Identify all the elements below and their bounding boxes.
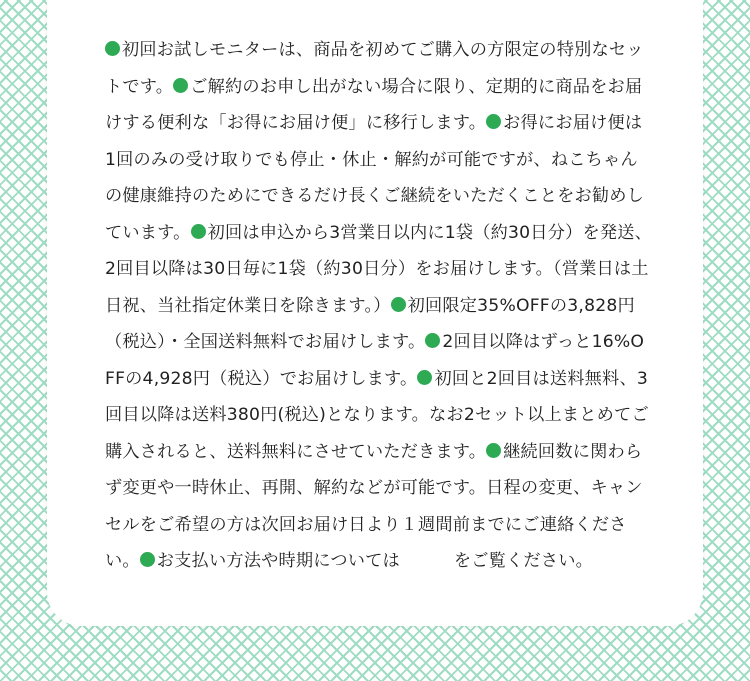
notice-item-recurring-price: 2回目以降はずっと16%OFFの4,928円（税込）でお届けします。 [105, 332, 645, 389]
notice-item-trial-monitor: 初回お試しモニターは、商品を初めてご購入の方限定の特別なセットです。 [105, 40, 644, 97]
notice-item-payment-after: をご覧ください。 [453, 551, 593, 571]
notice-item-payment-before: お支払い方法や時期については [156, 551, 400, 571]
bullet-icon [173, 78, 188, 93]
bullet-icon [486, 443, 501, 458]
subscription-notice-text [105, 32, 653, 580]
bullet-icon [425, 333, 440, 348]
bullet-icon [105, 41, 120, 56]
notice-item-first-price: 初回限定35%OFFの3,828円（税込）・全国送料無料でお届けします。 [105, 295, 635, 352]
bullet-icon [486, 114, 501, 129]
notice-item-shipping-schedule: 初回は申込から3営業日以内に1袋（約30日分）を発送、2回目以降は30日毎に1袋（約30日分）をお届けします。（営業日は土日祝、当社指定休業日を除きます。） [105, 222, 653, 316]
bullet-icon [191, 224, 206, 239]
bullet-icon [391, 297, 406, 312]
notice-item-change-schedule: 継続回数に関わらず変更や一時休止、再開、解約などが可能です。日程の変更、キャンセルをご希望の方は次回お届け日より１週間前までにご連絡ください。 [105, 441, 643, 571]
bullet-icon [140, 552, 155, 567]
notice-item-auto-transition: ご解約のお申し出がない場合に限り、定期的に商品をお届けする便利な「お得にお届け便」に移行します。 [105, 76, 643, 133]
bullet-icon [417, 370, 432, 385]
notice-item-cancel-anytime: お得にお届け便は1回のみの受け取りでも停止・休止・解約が可能ですが、ねこちゃんの健康維持のためにできるだけ長くご継続をいただくことをお勧めしています。 [105, 113, 645, 243]
notice-item-shipping-fee: 初回と2回目は送料無料、3回目以降は送料380円(税込)となります。なお2セット以上まとめてご購入されると、送料無料にさせていただきます。 [105, 368, 649, 462]
